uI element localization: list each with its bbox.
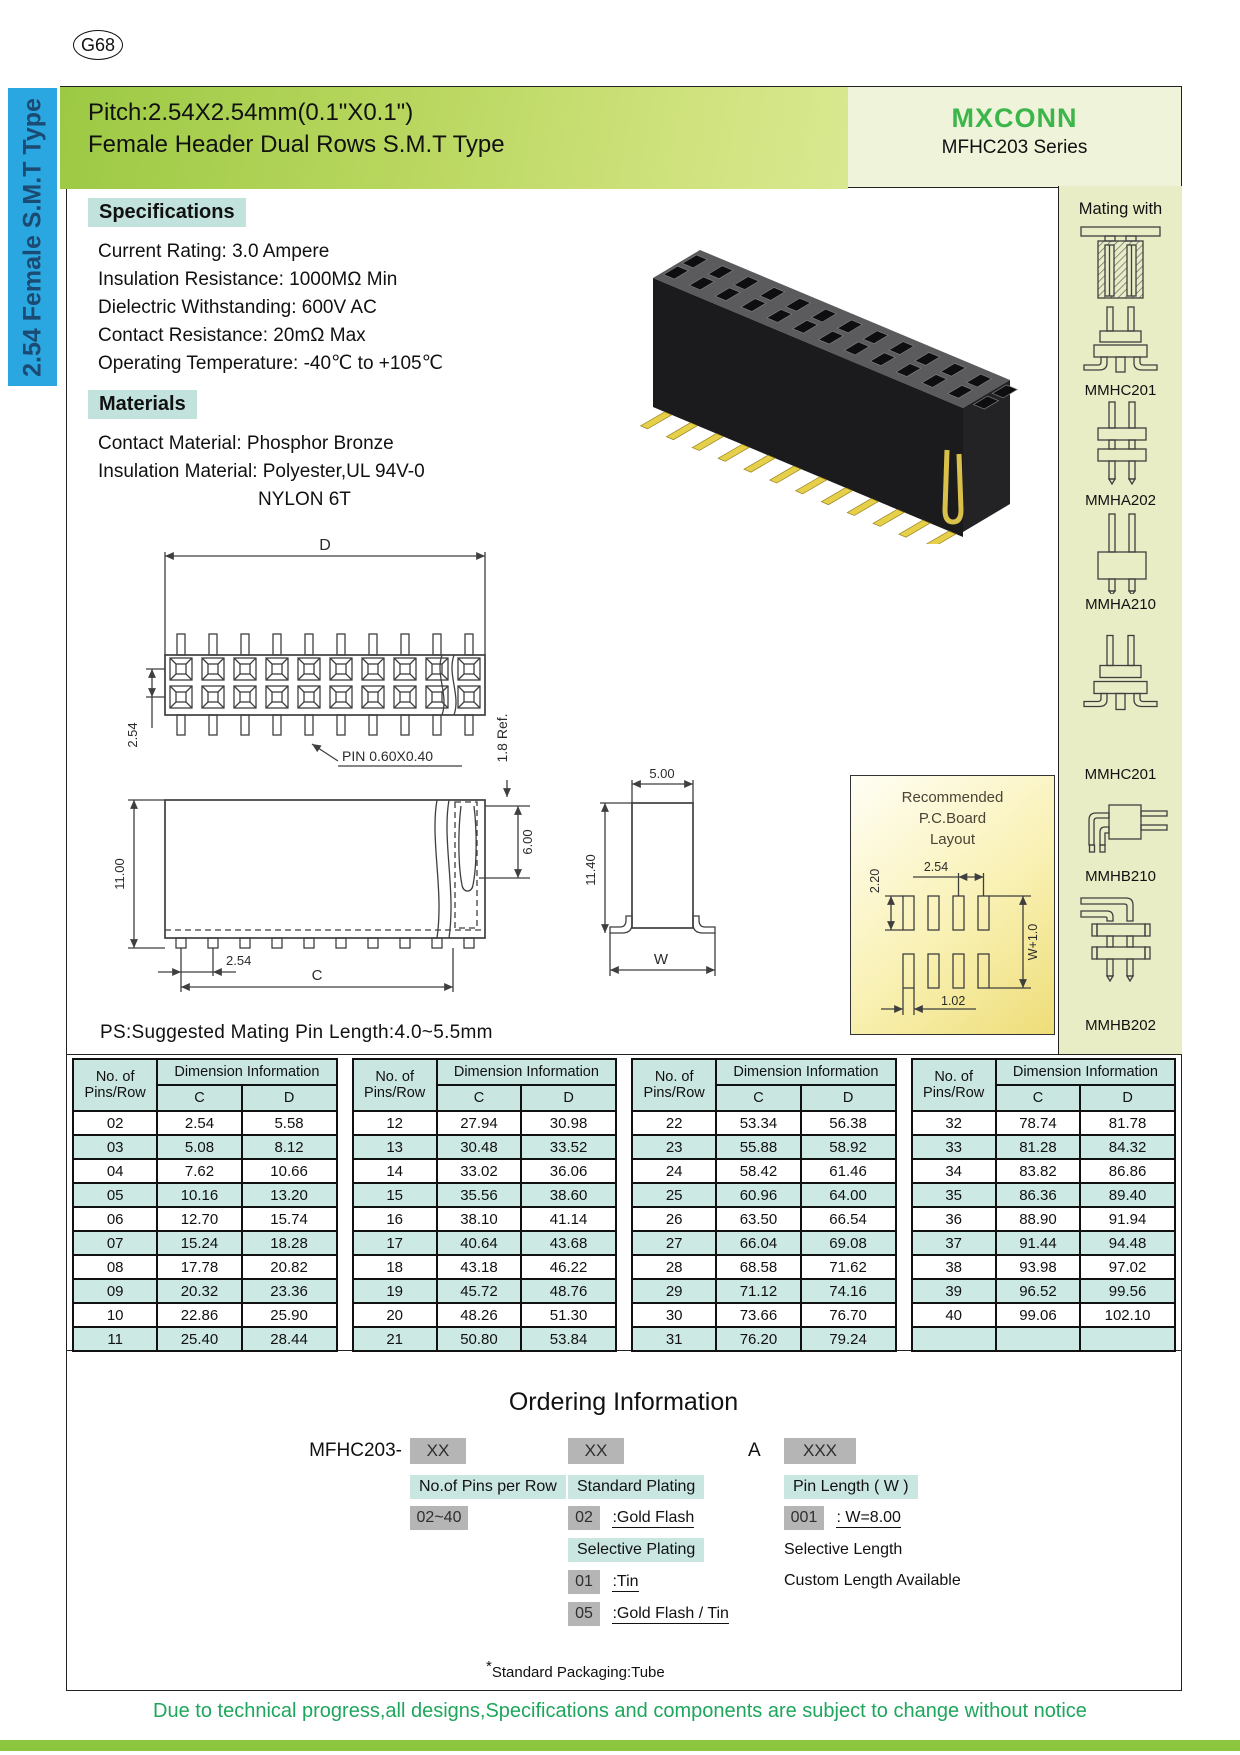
pins-cell: 25 [632,1183,716,1207]
table-row [353,1279,617,1303]
material-item: Contact Material: Phosphor Bronze [98,433,394,454]
dim-d-cell: 28.44 [242,1327,337,1351]
dim-c-cell: 66.04 [716,1231,800,1255]
dim-c-cell: 5.08 [157,1135,241,1159]
mated-cross-section-icon [1073,222,1168,302]
plating-option-2: 01 :Tin [568,1570,639,1594]
dim-d-cell: 84.32 [1080,1135,1175,1159]
dimension-info-header: Dimension Information [716,1059,895,1085]
pins-cell: 09 [73,1279,157,1303]
table-row [912,1207,1176,1231]
dimension-info-header: Dimension Information [437,1059,616,1085]
code-separator: A [748,1440,761,1461]
dim-c-cell: 76.20 [716,1327,800,1351]
part-prefix: MFHC203- [309,1440,402,1461]
pcb-dim-pad-width: 1.02 [941,994,966,1008]
dim-d-cell: 38.60 [521,1183,616,1207]
table-row [353,1111,617,1135]
tall-header-icon [1073,512,1168,594]
pins-cell: 31 [632,1327,716,1351]
pins-cell: 20 [353,1303,437,1327]
technical-drawings [100,530,720,1000]
dim-d-cell: 41.14 [521,1207,616,1231]
mating-item-label: MMHB210 [1085,868,1156,885]
table-row [353,1303,617,1327]
table-row [632,1183,896,1207]
spec-item: Dielectric Withstanding: 600V AC [98,297,377,318]
pins-cell: 06 [73,1207,157,1231]
table-row [632,1207,896,1231]
dim-d-cell: 61.46 [801,1159,896,1183]
pins-cell: 37 [912,1231,996,1255]
dim-c-cell [996,1327,1080,1351]
table-row [353,1183,617,1207]
dimension-table [911,1058,1177,1352]
dim-c-cell: 12.70 [157,1207,241,1231]
dim-d-cell: 20.82 [242,1255,337,1279]
pins-cell: 15 [353,1183,437,1207]
table-row [912,1303,1176,1327]
pcb-layout-title: Recommended P.C.Board Layout [901,789,1004,848]
spec-item: Current Rating: 3.0 Ampere [98,241,330,262]
dim-c-cell: 10.16 [157,1183,241,1207]
mating-heading: Mating with [1078,200,1163,218]
dim-label-body-height: 11.00 [112,858,127,890]
dim-c-cell: 2.54 [157,1111,241,1135]
dim-c-cell: 22.86 [157,1303,241,1327]
dim-label-side-width: 5.00 [649,766,675,781]
dimension-table [72,1058,338,1352]
dim-d-cell: 97.02 [1080,1255,1175,1279]
pins-cell: 08 [73,1255,157,1279]
col-c-header: C [157,1085,241,1111]
dim-d-cell: 81.78 [1080,1111,1175,1135]
dim-d-cell: 66.54 [801,1207,896,1231]
pcb-dim-pitch: 2.54 [923,860,949,874]
spec-item: Operating Temperature: -40℃ to +105℃ [98,353,443,374]
right-angle-header-icon [1073,790,1168,865]
table-row [353,1231,617,1255]
pins-cell: 40 [912,1303,996,1327]
dim-label-ref: 1.8 Ref. [494,713,510,763]
table-row [353,1327,617,1351]
pins-cell: 17 [353,1231,437,1255]
table-row [632,1159,896,1183]
pins-cell [912,1327,996,1351]
dim-c-cell: 58.42 [716,1159,800,1183]
section-divider [66,1054,1181,1055]
dim-label-d: D [319,537,331,554]
page-title-line1: Pitch:2.54X2.54mm(0.1"X0.1") [88,99,414,126]
pins-cell: 03 [73,1135,157,1159]
dim-d-cell: 48.76 [521,1279,616,1303]
pins-cell: 36 [912,1207,996,1231]
pins-cell: 26 [632,1207,716,1231]
dim-d-cell: 94.48 [1080,1231,1175,1255]
pin-size-note: PIN 0.60X0.40 [342,748,434,764]
footer-disclaimer: Due to technical progress,all designs,Specifications and components are subject to change without notice [153,1700,1087,1722]
table-row [73,1303,337,1327]
dim-c-cell: 48.26 [437,1303,521,1327]
pins-cell: 23 [632,1135,716,1159]
material-item: NYLON 6T [258,489,351,510]
dimension-table [352,1058,618,1352]
dim-c-cell: 83.82 [996,1159,1080,1183]
selective-length-note: Selective Length [784,1541,903,1558]
dim-c-cell: 38.10 [437,1207,521,1231]
dim-d-cell: 69.08 [801,1231,896,1255]
pins-per-row-header: No. of Pins/Row [73,1059,157,1111]
dim-d-cell: 102.10 [1080,1303,1175,1327]
table-row [632,1303,896,1327]
dim-c-cell: 15.24 [157,1231,241,1255]
pins-per-row-label: No.of Pins per Row [410,1475,566,1499]
materials-heading: Materials [88,390,197,419]
dim-d-cell: 71.62 [801,1255,896,1279]
dim-c-cell: 93.98 [996,1255,1080,1279]
dim-d-cell: 36.06 [521,1159,616,1183]
dim-d-cell: 5.58 [242,1111,337,1135]
dim-c-cell: 55.88 [716,1135,800,1159]
table-row [632,1327,896,1351]
pins-cell: 30 [632,1303,716,1327]
table-row [73,1255,337,1279]
dim-c-cell: 81.28 [996,1135,1080,1159]
pins-cell: 28 [632,1255,716,1279]
spec-item: Insulation Resistance: 1000MΩ Min [98,269,398,290]
dim-d-cell: 53.84 [521,1327,616,1351]
pins-cell: 22 [632,1111,716,1135]
dim-c-cell: 71.12 [716,1279,800,1303]
pins-cell: 07 [73,1231,157,1255]
pcb-layout-box [850,775,1055,1035]
code-box-pins: XX [410,1438,466,1464]
table-row [353,1135,617,1159]
side-tab-label: 2.54 Female S.M.T Type [18,97,46,377]
dimension-tables [72,1058,1176,1352]
dim-label-lead-span: W [653,951,669,968]
dim-c-cell: 78.74 [996,1111,1080,1135]
plating-option-1: 02 :Gold Flash [568,1506,694,1530]
mating-pin-note: PS:Suggested Mating Pin Length:4.0~5.5mm [100,1022,493,1043]
pins-per-row-header: No. of Pins/Row [632,1059,716,1111]
dim-label-side-height: 11.40 [583,854,598,886]
dim-d-cell: 51.30 [521,1303,616,1327]
table-row [73,1327,337,1351]
dim-d-cell: 18.28 [242,1231,337,1255]
dim-c-cell: 45.72 [437,1279,521,1303]
pin-length-label: Pin Length ( W ) [784,1475,918,1499]
pins-cell: 04 [73,1159,157,1183]
side-tab [8,88,57,386]
dim-label-span-c: C [311,967,323,984]
mating-item-label: MMHA210 [1085,596,1156,613]
pins-cell: 02 [73,1111,157,1135]
pins-cell: 38 [912,1255,996,1279]
dim-d-cell: 46.22 [521,1255,616,1279]
page-number-badge: G68 [73,30,123,60]
table-row [353,1207,617,1231]
dim-c-cell: 7.62 [157,1159,241,1183]
ordering-title: Ordering Information [508,1388,739,1416]
dual-insulator-header-icon [1073,400,1168,485]
table-row [632,1135,896,1159]
dim-c-cell: 53.34 [716,1111,800,1135]
table-row [912,1111,1176,1135]
mating-item-label: MMHC201 [1084,766,1157,783]
pins-cell: 19 [353,1279,437,1303]
dim-d-cell: 43.68 [521,1231,616,1255]
dim-c-cell: 33.02 [437,1159,521,1183]
material-item: Insulation Material: Polyester,UL 94V-0 [98,461,425,482]
dim-d-cell: 10.66 [242,1159,337,1183]
table-row [73,1159,337,1183]
mating-item-label: MMHA202 [1085,492,1156,509]
header-bar [60,86,848,189]
table-row [73,1207,337,1231]
pins-per-row-header: No. of Pins/Row [353,1059,437,1111]
pins-range-value: 02~40 [410,1506,468,1530]
dimension-info-header: Dimension Information [157,1059,336,1085]
dim-c-cell: 40.64 [437,1231,521,1255]
col-c-header: C [716,1085,800,1111]
dim-d-cell: 25.90 [242,1303,337,1327]
col-d-header: D [801,1085,896,1111]
dim-c-cell: 50.80 [437,1327,521,1351]
product-photo [548,192,1018,544]
table-row [73,1183,337,1207]
table-row [632,1279,896,1303]
packaging-note: *Standard Packaging:Tube [486,1658,665,1681]
table-row [632,1231,896,1255]
dim-c-cell: 63.50 [716,1207,800,1231]
dim-c-cell: 91.44 [996,1231,1080,1255]
table-row [73,1231,337,1255]
pins-cell: 35 [912,1183,996,1207]
custom-length-note: Custom Length Available [784,1572,961,1589]
dim-c-cell: 68.58 [716,1255,800,1279]
footer-green-strip [0,1740,1240,1751]
table-row [73,1279,337,1303]
dim-c-cell: 88.90 [996,1207,1080,1231]
dim-d-cell: 30.98 [521,1111,616,1135]
table-row [73,1111,337,1135]
pins-cell: 12 [353,1111,437,1135]
pins-cell: 39 [912,1279,996,1303]
dim-c-cell: 25.40 [157,1327,241,1351]
dim-d-cell: 15.74 [242,1207,337,1231]
pins-cell: 21 [353,1327,437,1351]
pins-cell: 13 [353,1135,437,1159]
dim-c-cell: 27.94 [437,1111,521,1135]
dim-d-cell: 58.92 [801,1135,896,1159]
dim-d-cell: 91.94 [1080,1207,1175,1231]
table-row [353,1159,617,1183]
mating-item-label: MMHB202 [1085,1017,1156,1034]
pcb-dim-span: W+1.0 [1026,923,1040,961]
dim-d-cell: 56.38 [801,1111,896,1135]
pins-cell: 14 [353,1159,437,1183]
standard-plating-label: Standard Plating [568,1475,704,1499]
dim-c-cell: 86.36 [996,1183,1080,1207]
mating-sidebar [1058,186,1182,1054]
pins-cell: 18 [353,1255,437,1279]
col-c-header: C [437,1085,521,1111]
table-row [632,1111,896,1135]
dim-d-cell: 64.00 [801,1183,896,1207]
dim-d-cell: 74.16 [801,1279,896,1303]
dim-d-cell: 76.70 [801,1303,896,1327]
table-row [912,1135,1176,1159]
brand-box [848,86,1182,188]
dim-d-cell: 89.40 [1080,1183,1175,1207]
code-box-plating: XX [568,1438,624,1464]
pins-cell: 33 [912,1135,996,1159]
pins-cell: 16 [353,1207,437,1231]
smt-header-icon [1073,631,1168,726]
right-angle-dual-header-icon [1073,892,1168,987]
col-d-header: D [242,1085,337,1111]
dim-c-cell: 96.52 [996,1279,1080,1303]
pins-cell: 10 [73,1303,157,1327]
specifications-list [98,238,443,378]
specifications-heading: Specifications [88,198,246,227]
dimension-table [631,1058,897,1352]
dim-d-cell: 33.52 [521,1135,616,1159]
col-d-header: D [1080,1085,1175,1111]
table-row [912,1183,1176,1207]
dim-c-cell: 20.32 [157,1279,241,1303]
dim-c-cell: 30.48 [437,1135,521,1159]
dim-c-cell: 35.56 [437,1183,521,1207]
materials-list [98,430,425,514]
dim-d-cell: 8.12 [242,1135,337,1159]
dim-c-cell: 99.06 [996,1303,1080,1327]
pins-cell: 32 [912,1111,996,1135]
pcb-dim-row-gap: 2.20 [868,868,882,894]
plating-option-3: 05 :Gold Flash / Tin [568,1602,729,1626]
table-row [353,1255,617,1279]
pcb-pad-drawing [851,849,1054,1034]
pins-per-row-header: No. of Pins/Row [912,1059,996,1111]
smt-header-icon [1073,304,1168,382]
pins-cell: 11 [73,1327,157,1351]
code-box-length: XXX [784,1438,856,1464]
table-row [632,1255,896,1279]
pins-cell: 27 [632,1231,716,1255]
page-title-line2: Female Header Dual Rows S.M.T Type [88,131,505,158]
dim-c-cell: 43.18 [437,1255,521,1279]
dimension-info-header: Dimension Information [996,1059,1175,1085]
brand-logo: MXCONN [951,103,1078,133]
dim-d-cell: 99.56 [1080,1279,1175,1303]
dim-label-contact-depth: 6.00 [520,829,535,855]
table-row [912,1327,1176,1351]
spec-item: Contact Resistance: 20mΩ Max [98,325,366,346]
length-option: 001 : W=8.00 [784,1506,901,1530]
table-row [912,1279,1176,1303]
dim-d-cell: 13.20 [242,1183,337,1207]
table-row [912,1159,1176,1183]
series-name: MFHC203 Series [941,137,1088,158]
col-c-header: C [996,1085,1080,1111]
dim-d-cell [1080,1327,1175,1351]
dim-d-cell: 23.36 [242,1279,337,1303]
pins-cell: 05 [73,1183,157,1207]
dim-d-cell: 86.86 [1080,1159,1175,1183]
dim-c-cell: 73.66 [716,1303,800,1327]
dim-label-pitch: 2.54 [125,722,140,748]
selective-plating-label: Selective Plating [568,1538,704,1562]
table-row [73,1135,337,1159]
dim-c-cell: 17.78 [157,1255,241,1279]
dim-label-pitch-bottom: 2.54 [226,953,252,968]
pins-cell: 24 [632,1159,716,1183]
table-row [912,1231,1176,1255]
dim-d-cell: 79.24 [801,1327,896,1351]
pins-cell: 34 [912,1159,996,1183]
dim-c-cell: 60.96 [716,1183,800,1207]
pins-cell: 29 [632,1279,716,1303]
table-row [912,1255,1176,1279]
mating-item-label: MMHC201 [1084,382,1157,399]
col-d-header: D [521,1085,616,1111]
